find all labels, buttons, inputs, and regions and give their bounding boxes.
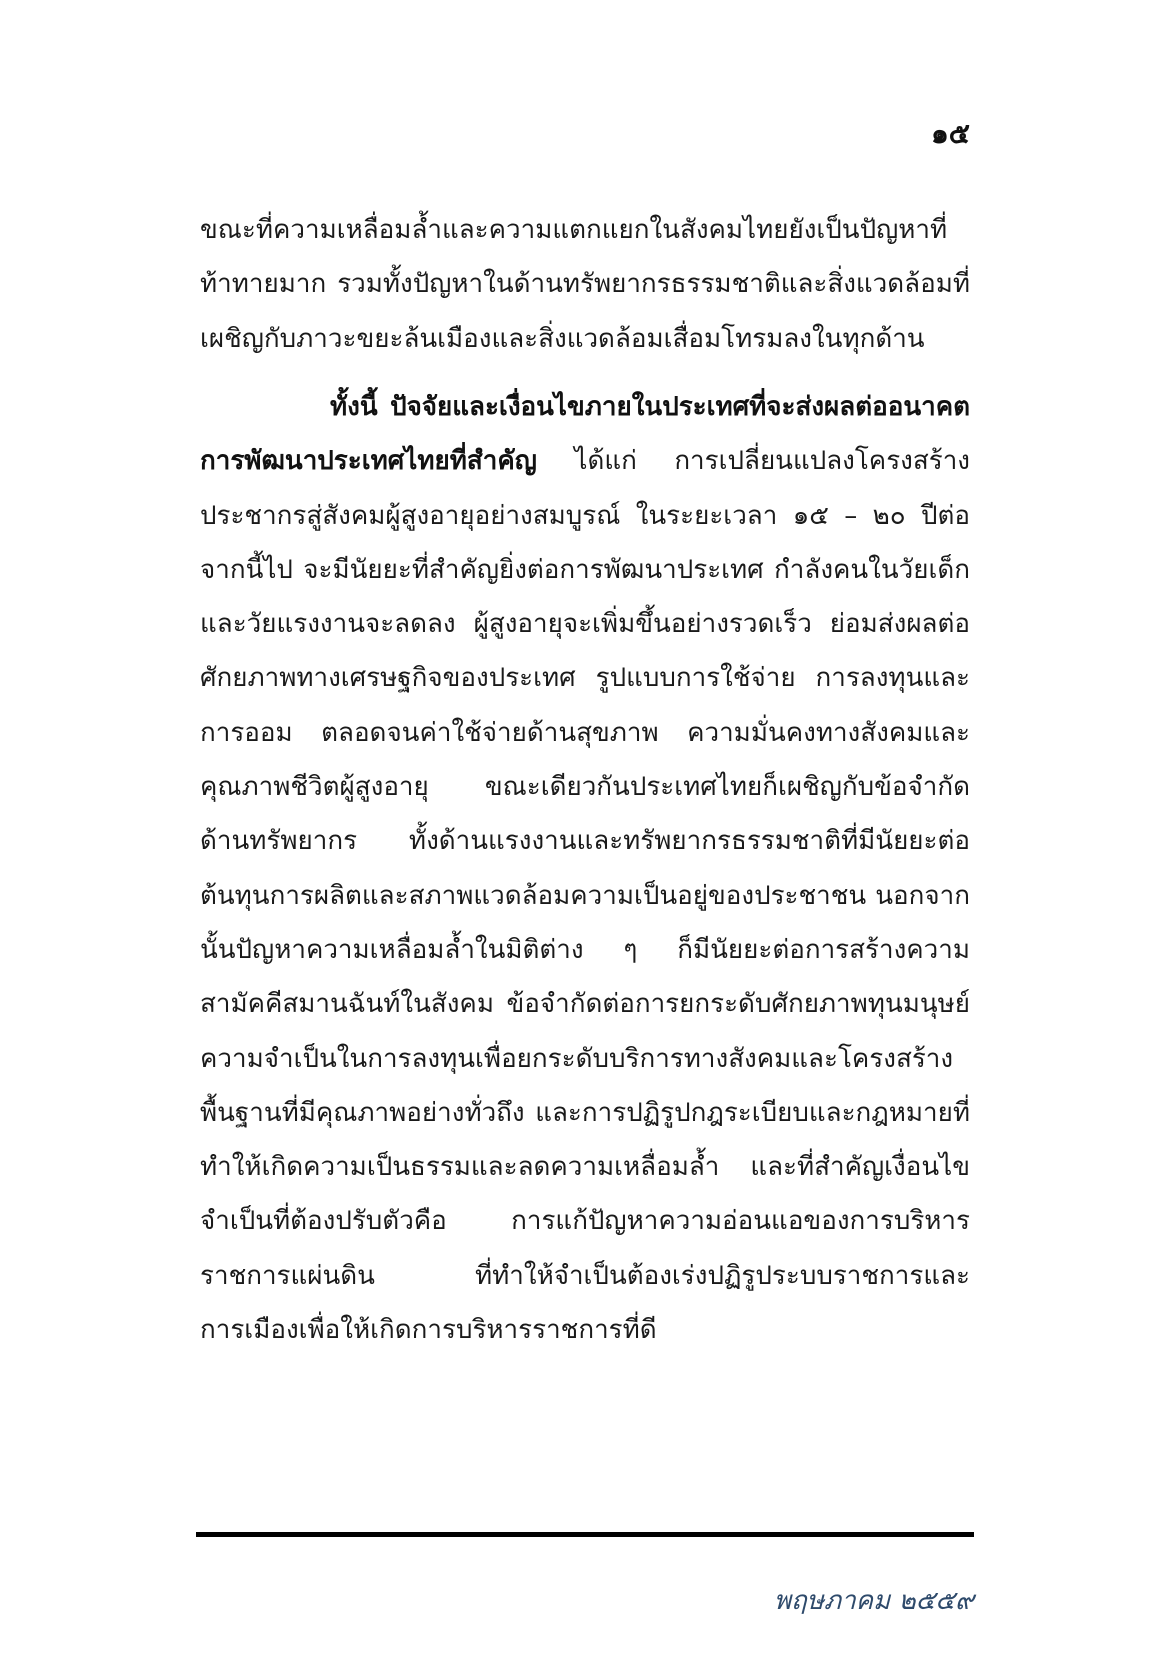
paragraph-2-bold-lead: ทั้งนี้ ปัจจัยและเงื่อนไขภายในประเทศที่จะส่งผลต่ออนาคตการพัฒนาประเทศไทยที่สำคัญ: [200, 392, 970, 477]
paragraph-2-body: ได้แก่ การเปลี่ยนแปลงโครงสร้างประชากรสู่สังคมผู้สูงอายุอย่างสมบูรณ์ ในระยะเวลา ๑๕ – ๒๐ ปีต่อจากนี้ไป จะมีนัยยะที่สำคัญยิ่งต่อการพัฒนาประเทศ กำลังคนในวัยเด็กและวัยแรงงานจะลดลง ผู้สูงอายุจะเพิ่มขึ้นอย่างรวดเร็ว ย่อมส่งผลต่อศักยภาพทางเศรษฐกิจของประเทศ รูปแบบการใช้จ่าย การลงทุนและการออม ตลอดจนค่าใช้จ่ายด้านสุขภาพ ความมั่นคงทางสังคมและคุณภาพชีวิตผู้สูงอายุ ขณะเดียวกันประเทศไทยก็เผชิญกับข้อจำกัดด้านทรัพยากร ทั้งด้านแรงงานและทรัพยากรธรรมชาติที่มีนัยยะต่อต้นทุนการผลิตและสภาพแวดล้อมความเป็นอยู่ของประชาชน นอกจากนั้นปัญหาความเหลื่อมล้ำในมิติต่าง ๆ ก็มีนัยยะต่อการสร้างความสามัคคีสมานฉันท์ในสังคม ข้อจำกัดต่อการยกระดับศักยภาพทุนมนุษย์ ความจำเป็นในการลงทุนเพื่อยกระดับบริการทางสังคมและโครงสร้างพื้นฐานที่มีคุณภาพอย่างทั่วถึง และการปฏิรูปกฎระเบียบและกฎหมายที่ทำให้เกิดความเป็นธรรมและลดความเหลื่อมล้ำ และที่สำคัญเงื่อนไขจำเป็นที่ต้องปรับตัวคือ การแก้ปัญหาความอ่อนแอของการบริหารราชการแผ่นดิน ที่ทำให้จำเป็นต้องเร่งปฏิรูประบบราชการและการเมืองเพื่อให้เกิดการบริหารราชการที่ดี: [200, 446, 970, 1346]
page-number: ๑๕: [931, 117, 970, 150]
paragraph-1: ขณะที่ความเหลื่อมล้ำและความแตกแยกในสังคมไทยยังเป็นปัญหาที่ท้าทายมาก รวมทั้งปัญหาในด้านทรัพยากรธรรมชาติและสิ่งแวดล้อมที่เผชิญกับภาวะขยะล้นเมืองและสิ่งแวดล้อมเสื่อมโทรมลงในทุกด้าน: [200, 215, 970, 354]
footer-divider: [196, 1532, 974, 1537]
footer-date: พฤษภาคม ๒๕๕๙: [773, 1586, 974, 1616]
paragraph-2: [200, 380, 970, 1357]
